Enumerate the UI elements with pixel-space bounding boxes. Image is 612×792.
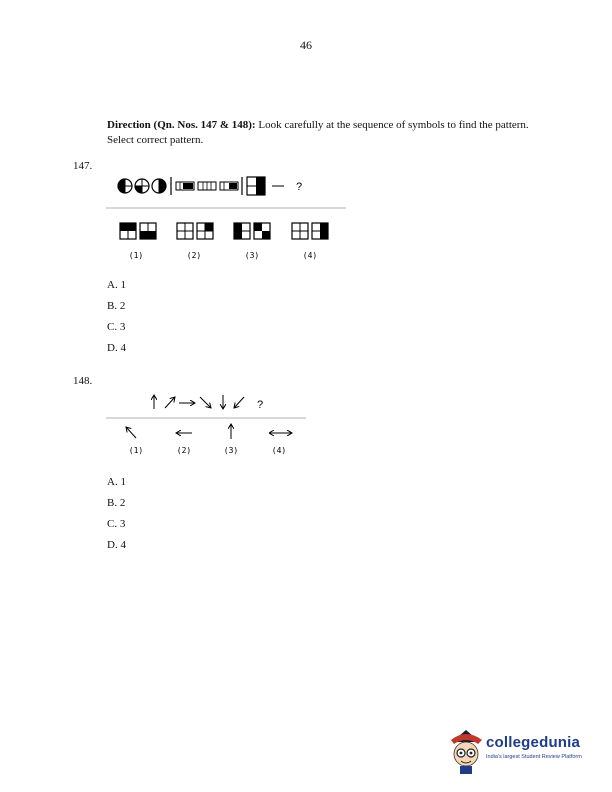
q147-figure — [106, 172, 346, 266]
q148-option-a[interactable]: A. 1 — [107, 476, 126, 488]
q147-option-a[interactable]: A. 1 — [107, 279, 126, 291]
q148-figure — [106, 392, 316, 460]
mascot-icon — [446, 728, 486, 776]
q147-answer-figure-4 — [292, 223, 328, 239]
q147-option-b[interactable]: B. 2 — [107, 300, 126, 312]
q147-figure-label-4: (4) — [302, 251, 318, 260]
q147-figure-label-3: (3) — [244, 251, 260, 260]
q147-answer-figure-3 — [234, 223, 270, 239]
q147-option-d[interactable]: D. 4 — [107, 342, 126, 354]
collegedunia-logo — [446, 728, 606, 778]
q147-figure-label-1: (1) — [128, 251, 144, 260]
direction-body: Look carefully at the sequence of symbols to find the pattern. Select correct pattern. — [107, 119, 529, 146]
q147-circle-3 — [152, 179, 166, 193]
q148-answer-arrow-1 — [126, 427, 136, 438]
q148-arrow-up-right — [165, 397, 175, 408]
q147-bar-1 — [176, 182, 194, 190]
question-number-147: 147. — [73, 160, 93, 172]
q148-arrow-down-right — [200, 397, 211, 408]
q147-answer-figure-2 — [177, 223, 213, 239]
q147-circle-1 — [118, 179, 132, 193]
q148-arrow-down-left — [234, 397, 244, 408]
direction-label: Direction (Qn. Nos. 147 & 148): — [107, 119, 256, 131]
q147-answer-figure-1 — [120, 223, 156, 239]
q147-bar-3 — [220, 182, 238, 190]
q147-figure-label-2: (2) — [186, 251, 202, 260]
q148-figure-label-3: (3) — [223, 446, 239, 455]
question-number-148: 148. — [73, 375, 93, 387]
q147-option-c[interactable]: C. 3 — [107, 321, 126, 333]
q148-question-mark: ? — [257, 399, 264, 411]
q147-square — [247, 177, 265, 195]
q148-option-c[interactable]: C. 3 — [107, 518, 126, 530]
logo-name: collegedunia — [486, 734, 581, 751]
q148-figure-label-2: (2) — [176, 446, 192, 455]
q147-bar-2 — [198, 182, 216, 190]
page-number: 46 — [300, 38, 312, 52]
q147-question-mark: ? — [296, 181, 303, 193]
logo-tagline: India's largest Student Review Platform — [486, 754, 582, 760]
q148-option-d[interactable]: D. 4 — [107, 539, 126, 551]
q147-circle-2 — [135, 179, 149, 193]
q148-figure-label-4: (4) — [271, 446, 287, 455]
q147-problem-figures — [118, 177, 302, 195]
q148-option-b[interactable]: B. 2 — [107, 497, 126, 509]
q148-figure-label-1: (1) — [128, 446, 144, 455]
direction-text — [107, 118, 547, 148]
